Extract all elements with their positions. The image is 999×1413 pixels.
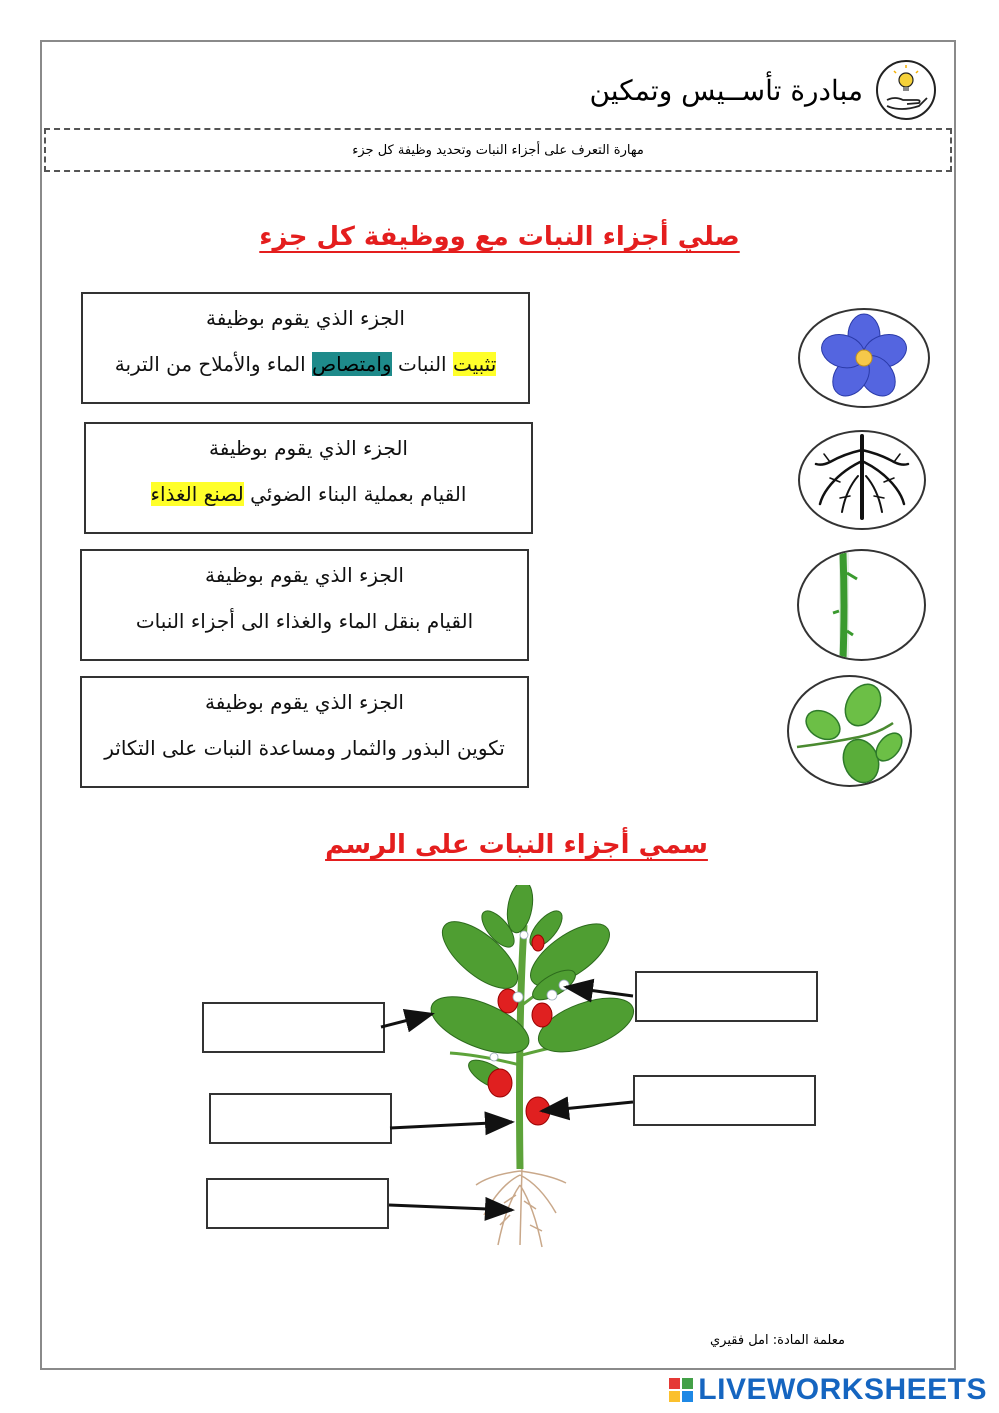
subtitle-text: مهارة التعرف على أجزاء النبات وتحديد وظيفة كل جزء xyxy=(352,142,644,158)
highlight-food: لصنع الغذاء xyxy=(150,482,244,506)
highlight-anchoring: تثبيت xyxy=(452,352,497,376)
function-box-3-text: القيام بنقل الماء والغذاء الى أجزاء النبات xyxy=(135,609,474,633)
function-box-4-title: الجزء الذي يقوم بوظيفة xyxy=(205,690,404,714)
liveworksheets-text: LIVEWORKSHEETS xyxy=(698,1373,987,1406)
function-box-2-text: القيام بعملية البناء الضوئي لصنع الغذاء xyxy=(150,482,467,506)
highlight-absorption: وامتصاص xyxy=(312,352,392,376)
section1-heading: صلي أجزاء النبات مع ووظيفة كل جزء xyxy=(259,222,740,252)
function-box-1-text: تثبيت النبات وامتصاص الماء والأملاح من التربة xyxy=(114,352,497,376)
function-box-1-title: الجزء الذي يقوم بوظيفة xyxy=(206,306,405,330)
function-box-3-title: الجزء الذي يقوم بوظيفة xyxy=(205,563,404,587)
section2-heading: سمي أجزاء النبات على الرسم xyxy=(325,830,708,860)
function-box-2-title: الجزء الذي يقوم بوظيفة xyxy=(209,436,408,460)
liveworksheets-icon xyxy=(668,1377,694,1403)
liveworksheets-logo xyxy=(668,1373,987,1407)
teacher-name: معلمة المادة: امل فقيري xyxy=(710,1333,845,1348)
function-box-4-text: تكوين البذور والثمار ومساعدة النبات على التكاثر xyxy=(104,736,505,760)
header-title: مبادرة تأســيس وتمكين xyxy=(589,73,863,107)
